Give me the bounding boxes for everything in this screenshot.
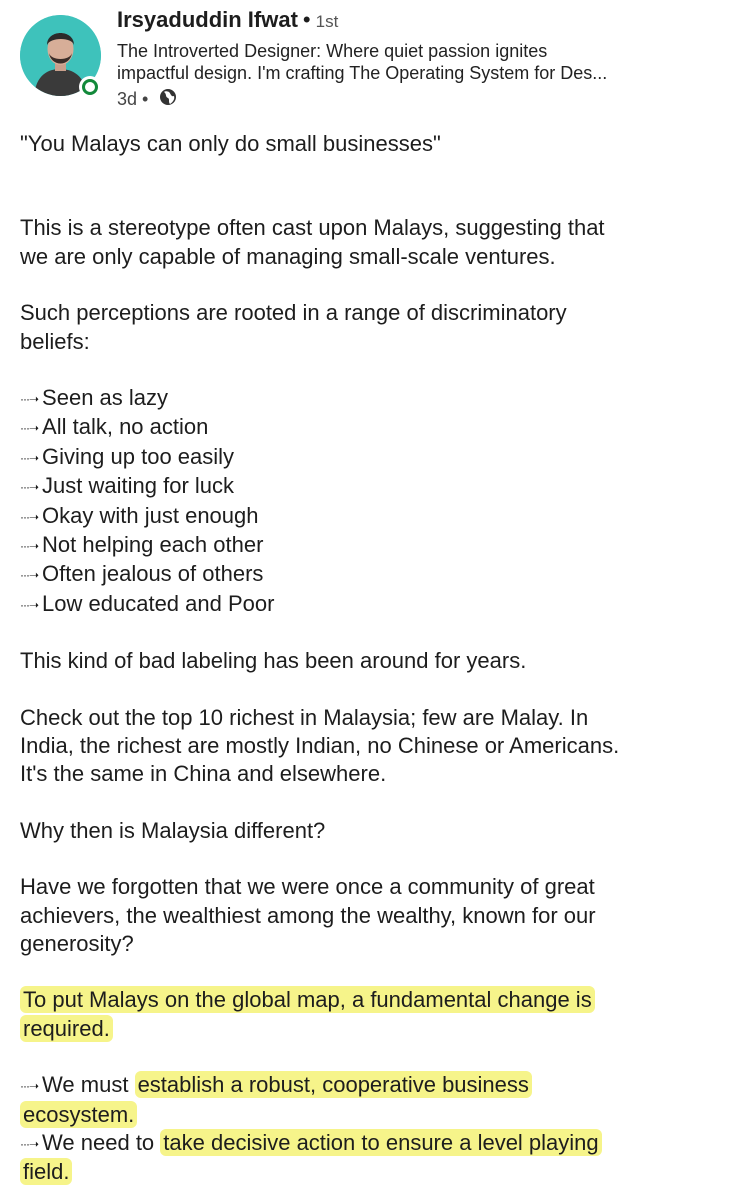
belief-item: ···➝ Often jealous of others <box>20 561 264 587</box>
arrow-icon: ···➝ <box>20 1079 39 1094</box>
arrow-icon: ···➝ <box>20 480 39 495</box>
arrow-icon: ···➝ <box>20 568 39 583</box>
arrow-icon: ···➝ <box>20 421 39 436</box>
action-2-prefix: We need to <box>42 1130 161 1156</box>
paragraph-6-line-2: achievers, the wealthiest among the wealthy, known for our <box>20 902 596 928</box>
belief-item: ···➝ Giving up too easily <box>20 443 235 469</box>
author-headline[interactable] <box>117 40 717 84</box>
post-quote: "You Malays can only do small businesses" <box>20 131 441 156</box>
headline-line-2: impactful design. I'm crafting The Operating System for Des... <box>117 63 608 83</box>
paragraph-2-line-2: beliefs: <box>20 328 90 354</box>
post-body <box>20 130 720 1187</box>
arrow-icon: ···➝ <box>20 1137 39 1151</box>
action-item-2 <box>20 1129 720 1158</box>
belief-item: ···➝ Just waiting for luck <box>20 473 235 499</box>
paragraph-7-line-2 <box>20 1015 720 1043</box>
belief-item: ···➝ Not helping each other <box>20 531 264 557</box>
action-item-2-cont <box>20 1158 720 1186</box>
online-status-icon <box>79 76 101 98</box>
connection-degree: 1st <box>315 12 339 31</box>
highlighted-text: required. <box>20 1015 113 1042</box>
author-name[interactable]: Irsyaduddin Ifwat <box>117 7 298 32</box>
arrow-icon: ···➝ <box>20 450 39 465</box>
paragraph-5: Why then is Malaysia different? <box>20 817 326 843</box>
author-name-line <box>117 7 338 33</box>
highlighted-text: ecosystem. <box>20 1101 137 1128</box>
paragraph-2-line-1: Such perceptions are rooted in a range of discriminatory <box>20 300 567 326</box>
paragraph-4-line-3: It's the same in China and elsewhere. <box>20 761 387 787</box>
action-item-1 <box>20 1071 720 1100</box>
paragraph-3: This kind of bad labeling has been around for years. <box>20 648 527 674</box>
belief-item: ···➝ All talk, no action <box>20 414 209 440</box>
belief-item: ···➝ Okay with just enough <box>20 502 259 528</box>
highlighted-text: To put Malays on the global map, a fundamental change is <box>20 986 595 1013</box>
highlighted-text: establish a robust, cooperative business <box>135 1071 532 1098</box>
highlighted-text: field. <box>20 1158 72 1185</box>
paragraph-6-line-1: Have we forgotten that we were once a community of great <box>20 874 595 900</box>
arrow-icon: ···➝ <box>20 538 39 553</box>
meta-separator: • <box>142 89 149 109</box>
action-1-prefix: We must <box>42 1072 135 1098</box>
action-item-1-cont <box>20 1101 720 1129</box>
paragraph-1-line-2: we are only capable of managing small-scale ventures. <box>20 243 556 269</box>
paragraph-4-line-2: India, the richest are mostly Indian, no Chinese or Americans. <box>20 732 620 758</box>
arrow-icon: ···➝ <box>20 597 39 612</box>
arrow-icon: ···➝ <box>20 392 39 407</box>
arrow-icon: ···➝ <box>20 509 39 524</box>
belief-item: ···➝ Seen as lazy <box>20 385 169 411</box>
highlighted-text: take decisive action to ensure a level playing <box>160 1129 601 1156</box>
paragraph-1-line-1: This is a stereotype often cast upon Malays, suggesting that <box>20 215 605 241</box>
post-meta <box>117 88 177 111</box>
belief-item: ···➝ Low educated and Poor <box>20 590 275 616</box>
paragraph-7-line-1 <box>20 986 720 1014</box>
paragraph-6-line-3: generosity? <box>20 931 134 956</box>
separator-dot: • <box>302 7 311 32</box>
post-time: 3d <box>117 89 138 109</box>
paragraph-4-line-1: Check out the top 10 richest in Malaysia; few are Malay. In <box>20 704 589 730</box>
headline-line-1: The Introverted Designer: Where quiet passion ignites <box>117 41 548 61</box>
globe-icon <box>159 88 177 111</box>
